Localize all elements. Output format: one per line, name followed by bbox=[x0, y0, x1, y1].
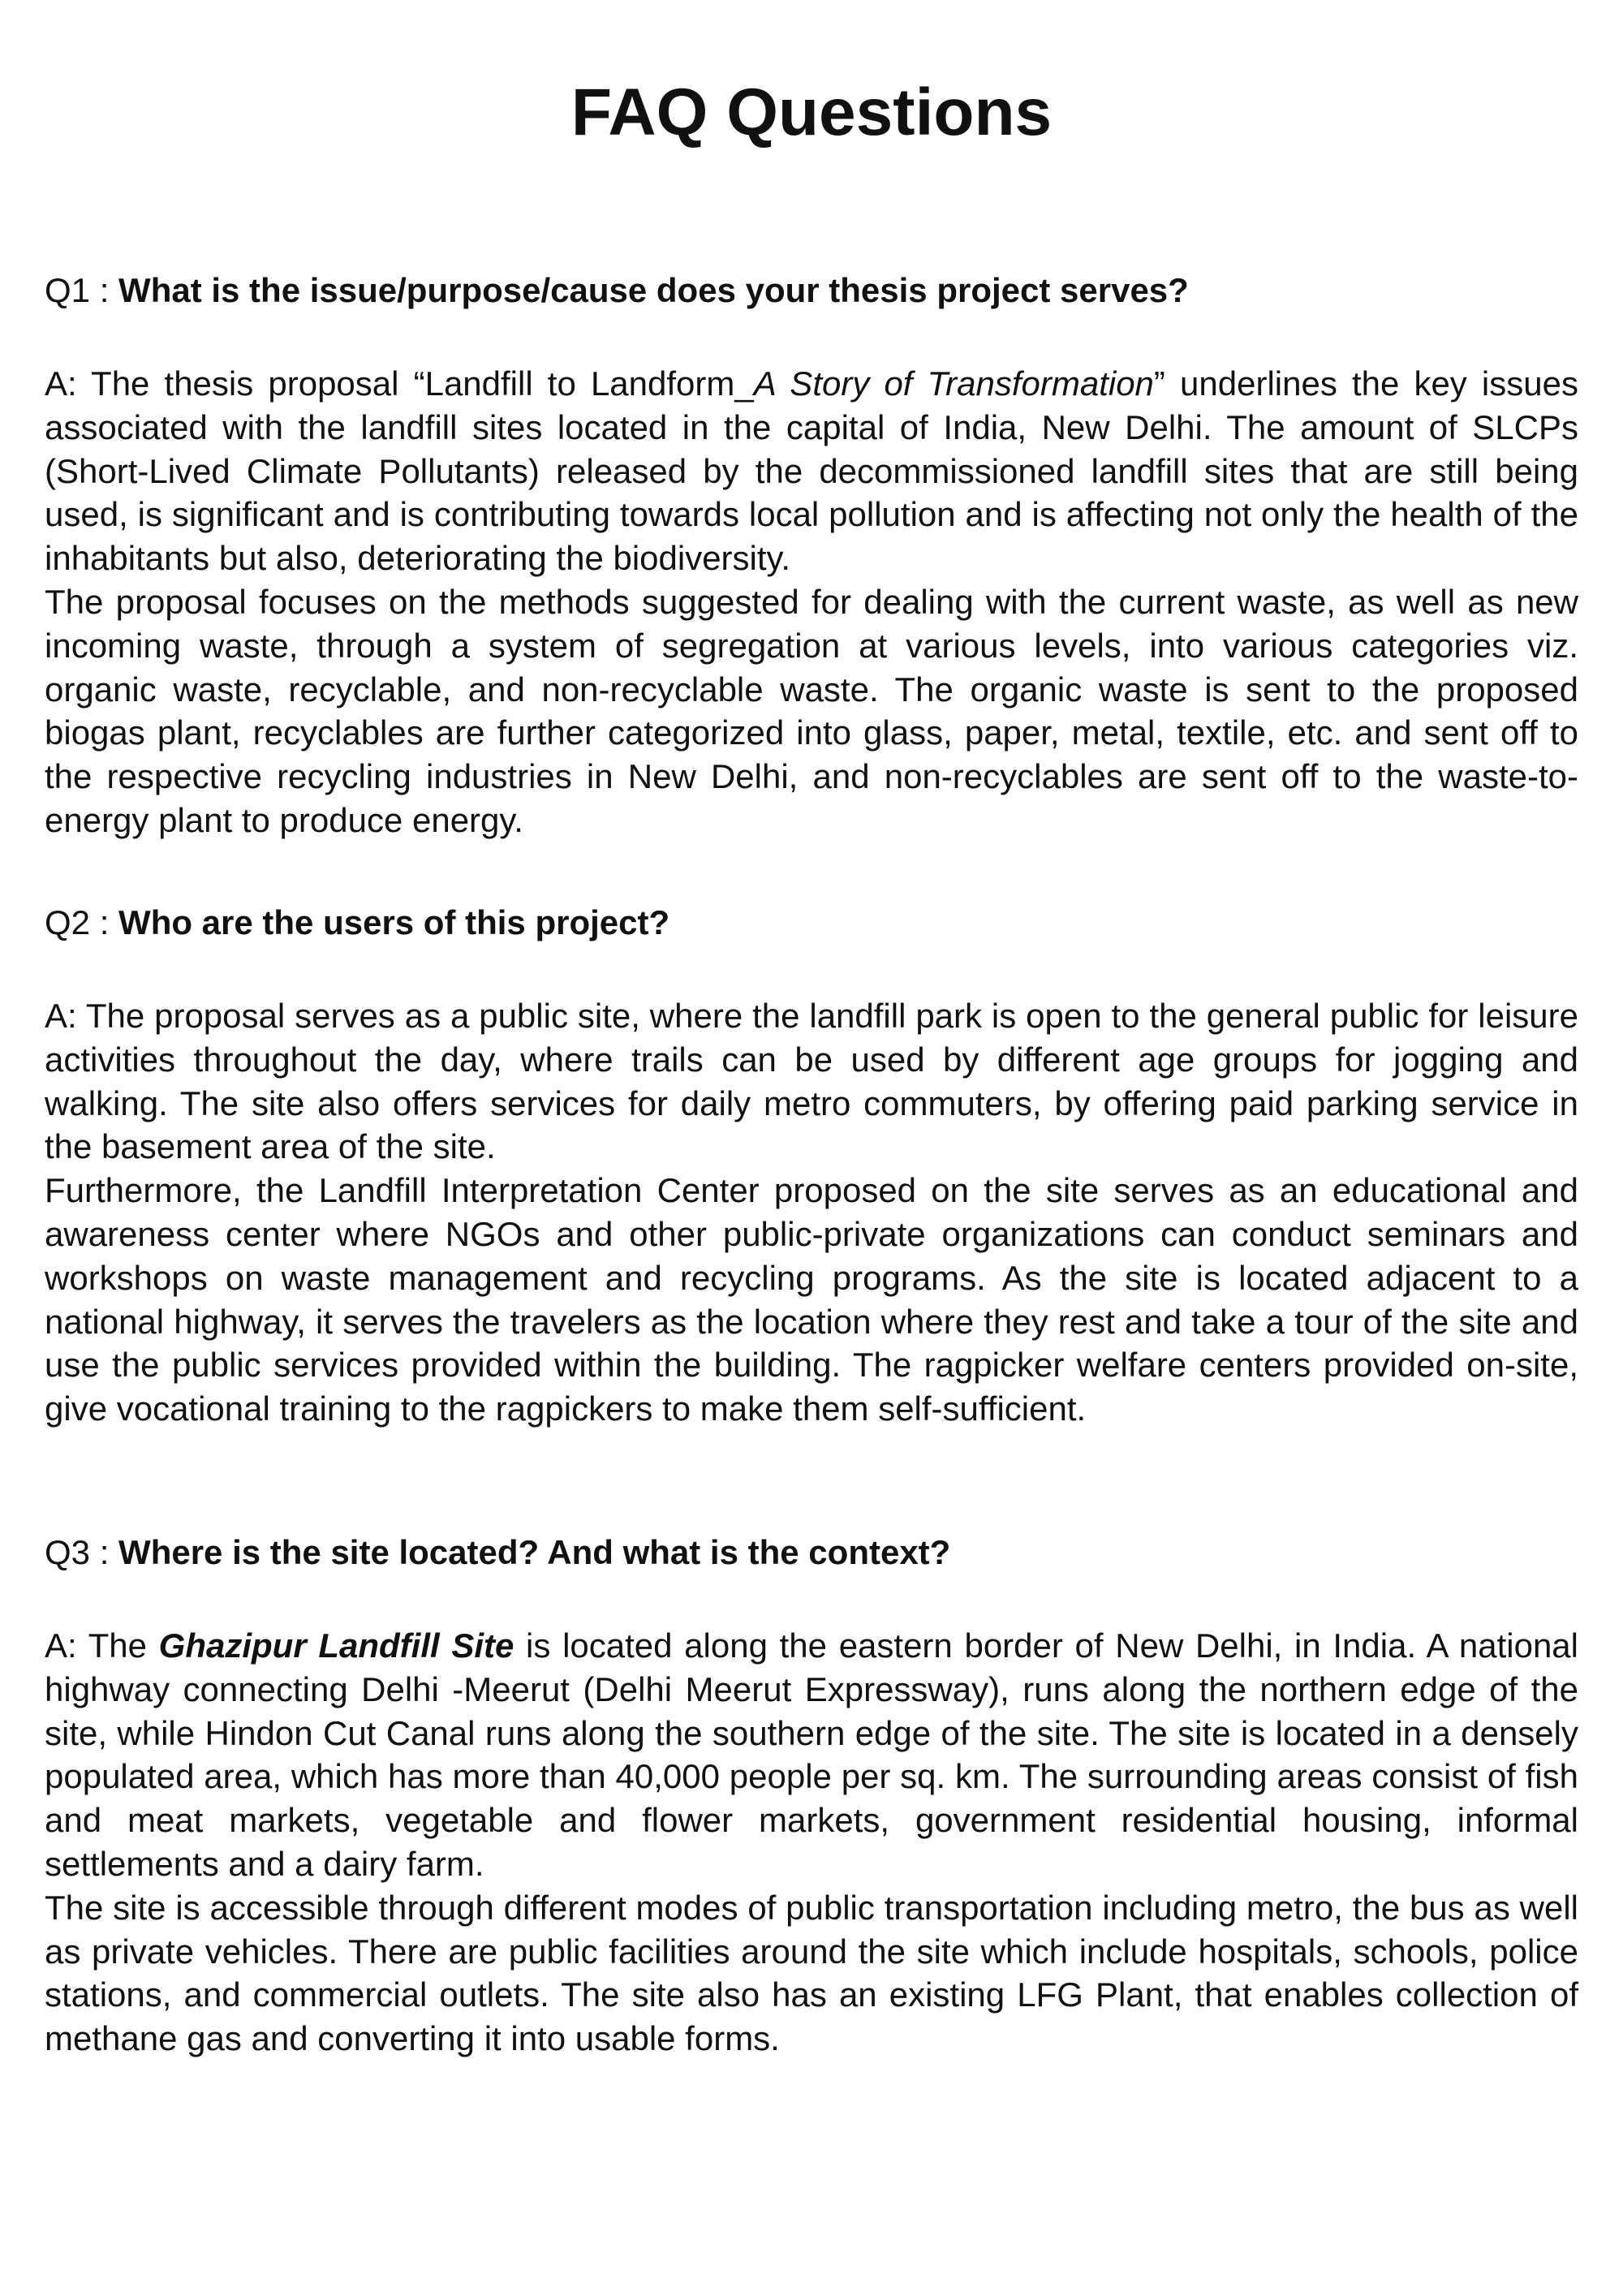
project-title-italic: A Story of Transformation bbox=[753, 364, 1154, 403]
faq-item-q1 bbox=[45, 268, 1578, 842]
question-q3 bbox=[45, 1530, 1578, 1575]
answer-text: is located along the eastern border of New Delhi, in India. A national highway connecting Delhi -Meerut (Delhi Meerut Expressway), runs along the northern edge of the site, while Hindon Cut Canal runs along the southern edge of the site. The site is located in a densely populated area, which has more than 40,000 people per sq. km. The surrounding areas consist of fish and meat markets, vegetable and flower markets, government residential housing, informal settlements and a dairy farm. bbox=[45, 1626, 1578, 1883]
answer-paragraph: Furthermore, the Landfill Interpretation Center proposed on the site serves as an educational and awareness center where NGOs and other public-private organizations can conduct seminars and workshops on waste management and recycling programs. As the site is located adjacent to a national highway, it serves the travelers as the location where they rest and take a tour of the site and use the public services provided within the building. The ragpicker welfare centers provided on-site, give vocational training to the ragpickers to make them self-sufficient. bbox=[45, 1171, 1578, 1428]
answer-text: A: The bbox=[45, 1626, 159, 1665]
faq-item-q3 bbox=[45, 1530, 1578, 2061]
answer-text: ” underlines the key issues associated with the landfill sites located in the capital of India, New Delhi. The amount of SLCPs (Short-Lived Climate Pollutants) released by the decommissioned landfill sites that are still being used, is significant and is contributing towards local pollution and is affecting not only the health of the inhabitants but also, deteriorating the biodiversity. bbox=[45, 364, 1578, 578]
question-text: Who are the users of this project? bbox=[118, 903, 670, 941]
answer-paragraph: A: The proposal serves as a public site, where the landfill park is open to the general public for leisure activities throughout the day, where trails can be used by different age groups for jogging and walking. The site also offers services for daily metro commuters, by offering paid parking service in the basement area of the site. bbox=[45, 997, 1578, 1166]
answer-paragraph bbox=[45, 362, 1578, 580]
site-name-bold-italic: Ghazipur Landfill Site bbox=[158, 1626, 514, 1665]
answer-q1 bbox=[45, 362, 1578, 842]
question-label: Q3 : bbox=[45, 1533, 119, 1571]
answer-paragraph: The proposal focuses on the methods suggested for dealing with the current waste, as well as new incoming waste, through a system of segregation at various levels, into various categories viz. organic waste, recyclable, and non-recyclable waste. The organic waste is sent to the proposed biogas plant, recyclables are further categorized into glass, paper, metal, textile, etc. and sent off to the respective recycling industries in New Delhi, and non-recyclables are sent off to the waste-to-energy plant to produce energy. bbox=[45, 582, 1578, 839]
page-title: FAQ Questions bbox=[570, 75, 1053, 149]
question-text: Where is the site located? And what is the context? bbox=[118, 1533, 951, 1571]
answer-text: A: The thesis proposal “Landfill to Landform_ bbox=[45, 364, 754, 403]
question-label: Q2 : bbox=[45, 903, 119, 941]
question-q2 bbox=[45, 900, 1578, 946]
answer-paragraph bbox=[45, 1624, 1578, 1886]
question-q1 bbox=[45, 268, 1578, 313]
faq-item-q2 bbox=[45, 900, 1578, 1431]
question-label: Q1 : bbox=[45, 271, 119, 309]
question-text: What is the issue/purpose/cause does your thesis project serves? bbox=[118, 271, 1189, 309]
answer-paragraph: The site is accessible through different modes of public transportation including metro, the bus as well as private vehicles. There are public facilities around the site which include hospitals, schools, police stations, and commercial outlets. The site also has an existing LFG Plant, that enables collection of methane gas and converting it into usable forms. bbox=[45, 1888, 1578, 2058]
answer-q3 bbox=[45, 1624, 1578, 2061]
answer-q2 bbox=[45, 994, 1578, 1431]
